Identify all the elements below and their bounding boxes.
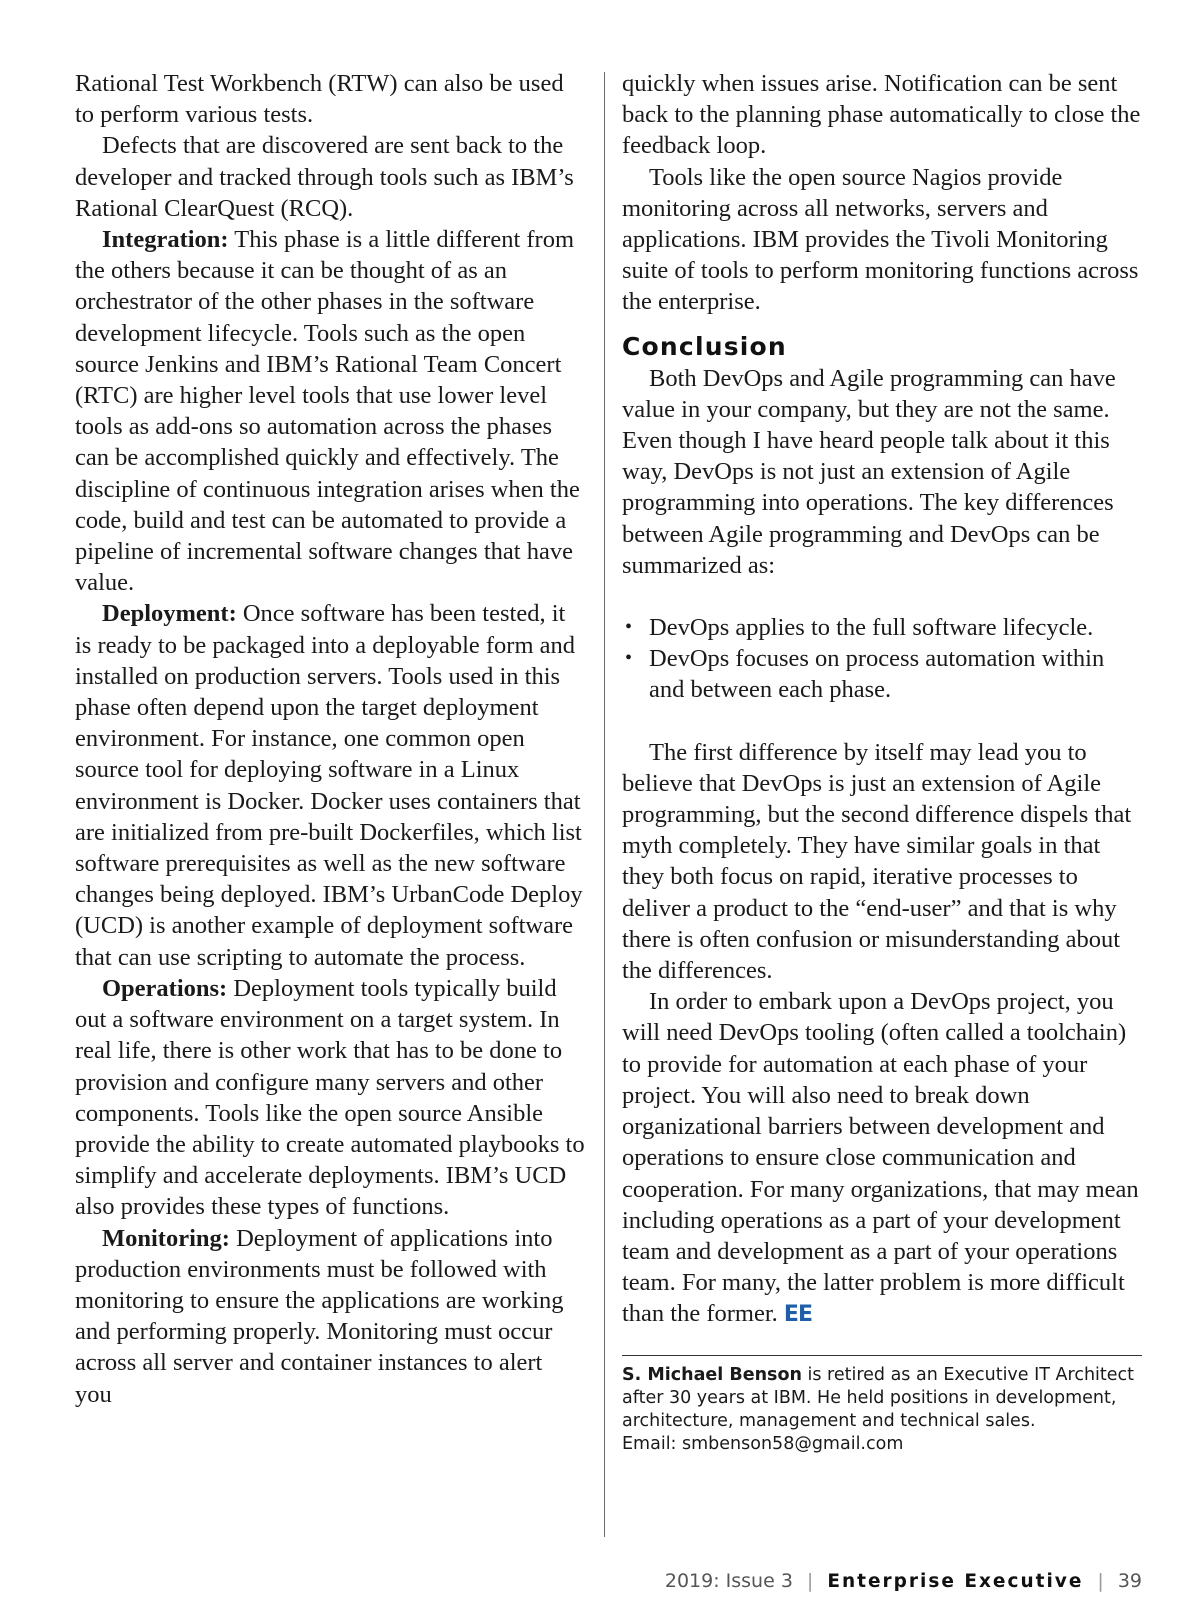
bullet-icon: • (625, 616, 633, 639)
lead-deployment: Deployment: (102, 600, 237, 628)
end-mark-logo: EE (783, 1302, 812, 1328)
differences-list (622, 612, 1142, 706)
list-item-text: DevOps focuses on process automation within and between each phase. (649, 645, 1105, 704)
footer-separator: | (1097, 1570, 1104, 1592)
lead-integration: Integration: (102, 226, 229, 254)
lead-operations: Operations: (102, 974, 228, 1002)
footer-separator: | (806, 1570, 814, 1592)
author-name: S. Michael Benson (622, 1364, 802, 1385)
paragraph-embark (622, 986, 1142, 1330)
text-deployment: Once software has been tested, it is ready to be packaged into a deployable form and installed on production servers. Tools used in this phase often depend upon the target deployment environment. For instance, one common open source tool for deploying software in a Linux environment is Docker. Docker uses containers that are initialized from pre-built Dockerfiles, which list software prerequisites as well as the new software changes being deployed. IBM’s UrbanCode Deploy (UCD) is another example of deployment software that can use scripting to automate the process. (75, 600, 583, 971)
page-footer (665, 1570, 1142, 1592)
text-operations: Deployment tools typically build out a software environment on a target system. In real life, there is other work that has to be done to provision and configure many servers and other components. Tools like the open source Ansible provide the ability to create automated playbooks to simplify and accelerate deployments. IBM’s UCD also provides these types of functions. (75, 974, 585, 1221)
author-bio-text: is retired as an Executive IT Architect after 30 years at IBM. He held positions in development, architecture, management and technical sales. (622, 1364, 1135, 1431)
left-column (75, 68, 585, 1410)
paragraph-operations (75, 973, 585, 1223)
right-column (622, 68, 1142, 1456)
bullet-icon: • (625, 647, 633, 670)
paragraph-notification: quickly when issues arise. Notification can be sent back to the planning phase automatically to close the feedback loop. (622, 70, 1141, 160)
column-divider (604, 72, 605, 1537)
text-integration: This phase is a little different from the others because it can be thought of as an orchestrator of the other phases in the software development lifecycle. Tools such as the open source Jenkins and IBM’s Rational Team Concert (RTC) are higher level tools that use lower level tools as add-ons so automation across the phases can be accomplished quickly and effectively. The discipline of continuous integration arises when the code, build and test can be automated to provide a pipeline of incremental software changes that have value. (75, 226, 580, 597)
paragraph-rtw: Rational Test Workbench (RTW) can also be used to perform various tests. (75, 70, 564, 129)
author-email[interactable]: Email: smbenson58@gmail.com (622, 1433, 904, 1454)
page-number: 39 (1117, 1570, 1142, 1592)
paragraph-monitoring (75, 1223, 585, 1410)
paragraph-integration (75, 224, 585, 598)
text-monitoring: Deployment of applications into production environments must be followed with monitoring to ensure the applications are working and performing properly. Monitoring must occur across all server and container instances to alert you (75, 1224, 564, 1408)
paragraph-conclusion-intro: Both DevOps and Agile programming can have value in your company, but they are not the same. Even though I have heard people talk about it this way, DevOps is not just an extension of Agile programming into operations. The key differences between Agile programming and DevOps can be summarized as: (622, 364, 1116, 579)
text-embark: In order to embark upon a DevOps project, you will need DevOps tooling (often called a toolchain) to provide for automation at each phase of your project. You will also need to break down organizational barriers between development and operations to ensure close communication and cooperation. For many organizations, that may mean including operations as a part of your development team and development as a part of your operations team. For many, the latter problem is more difficult than the former. (622, 988, 1139, 1328)
paragraph-deployment (75, 598, 585, 972)
paragraph-defects: Defects that are discovered are sent back to the developer and tracked through tools such as IBM’s Rational ClearQuest (RCQ). (75, 132, 574, 222)
list-item-text: DevOps applies to the full software lifecycle. (649, 614, 1094, 642)
footer-publication: Enterprise Executive (827, 1571, 1084, 1592)
list-item (622, 643, 1142, 705)
author-bio (622, 1355, 1142, 1456)
spacer (622, 706, 1142, 737)
paragraph-nagios: Tools like the open source Nagios provide monitoring across all networks, servers and applications. IBM provides the Tivoli Monitoring suite of tools to perform monitoring functions across the enterprise. (622, 163, 1139, 316)
list-item (622, 612, 1142, 643)
paragraph-first-difference: The first difference by itself may lead you to believe that DevOps is just an extension of Agile programming, but the second difference dispels that myth completely. They have similar goals in that they both focus on rapid, iterative processes to deliver a product to the “end-user” and that is why there is often confusion or misunderstanding about the differences. (622, 738, 1132, 985)
spacer (622, 581, 1142, 612)
lead-monitoring: Monitoring: (102, 1224, 230, 1252)
section-heading-conclusion: Conclusion (622, 331, 787, 361)
footer-issue: 2019: Issue 3 (664, 1570, 793, 1592)
